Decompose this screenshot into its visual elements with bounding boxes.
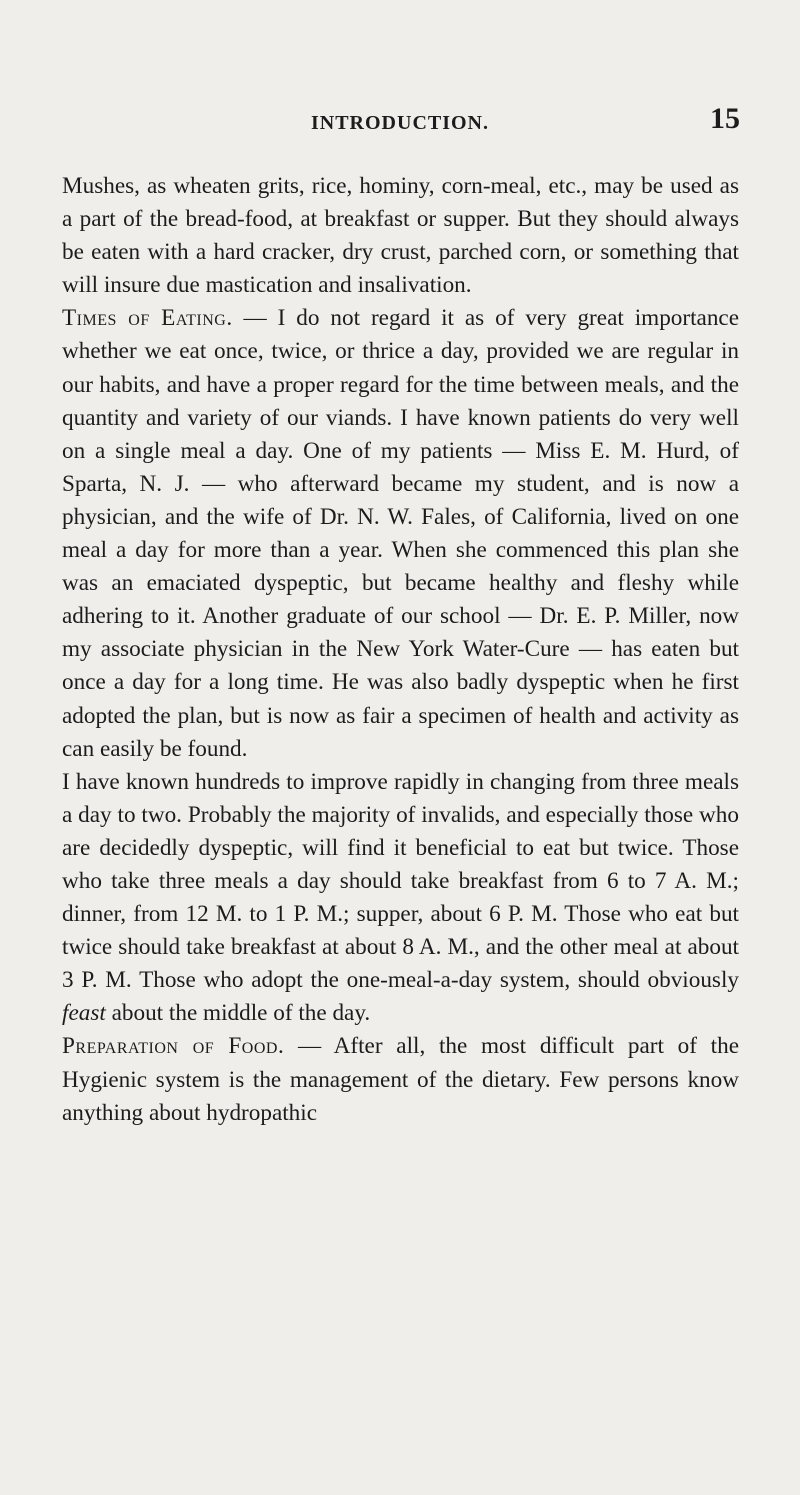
paragraph-text: I have known hundreds to improve rapidly in changing from three meals a day to two. Probably the majority of invalids, and especially those who are decidedly dyspeptic, will find it beneficial to eat but twice. Those who take three meals a day should take breakfast from 6 to 7 A. M.; dinner, from 12 M. to 1 P. M.; supper, about 6 P. M. Those who eat but twice should take breakfast at about 8 A. M., and the other meal at about 3 P. M. Those who adopt the one-meal-a-day system, should obviously bbox=[62, 768, 739, 994]
section-heading-times-of-eating: Times of Eating. bbox=[62, 305, 233, 332]
page-number: 15 bbox=[710, 102, 740, 135]
emphasized-word: feast bbox=[62, 1000, 106, 1027]
paragraph-text: — After all, the most difficult part of the Hygienic system is the management of the dietary. Few persons know anything about hydropathic bbox=[62, 1033, 739, 1126]
paragraph-mushes bbox=[62, 170, 739, 302]
running-head: INTRODUCTION. bbox=[310, 112, 490, 134]
paragraph-text: Mushes, as wheaten grits, rice, hominy, corn-meal, etc., may be used as a part of the bread-food, at breakfast or supper. But they should always be eaten with a hard cracker, dry crust, parched corn, or something that will insure due mastication and insalivation. bbox=[62, 173, 739, 299]
paragraph-text-continued: about the middle of the day. bbox=[105, 1000, 371, 1027]
body-text bbox=[62, 170, 739, 1130]
paragraph-preparation-of-food bbox=[62, 1030, 739, 1129]
section-heading-preparation-of-food: Preparation of Food. bbox=[62, 1033, 285, 1060]
paragraph-meal-schedule bbox=[62, 766, 739, 1031]
page-header bbox=[60, 102, 740, 140]
paragraph-text: — I do not regard it as of very great importance whether we eat once, twice, or thrice a day, provided we are regular in our habits, and have a proper regard for the time between meals, and the quantity and variety of our viands. I have known patients do very well on a single meal a day. One of my patients — Miss E. M. Hurd, of Sparta, N. J. — who afterward became my student, and is now a physician, and the wife of Dr. N. W. Fales, of California, lived on one meal a day for more than a year. When she commenced this plan she was an emaciated dyspeptic, but became healthy and fleshy while adhering to it. Another graduate of our school — Dr. E. P. Miller, now my associate physician in the New York Water-Cure — has eaten but once a day for a long time. He was also badly dyspeptic when he first adopted the plan, but is now as fair a specimen of health and activity as can easily be found. bbox=[62, 305, 740, 762]
paragraph-times-of-eating bbox=[62, 302, 739, 765]
